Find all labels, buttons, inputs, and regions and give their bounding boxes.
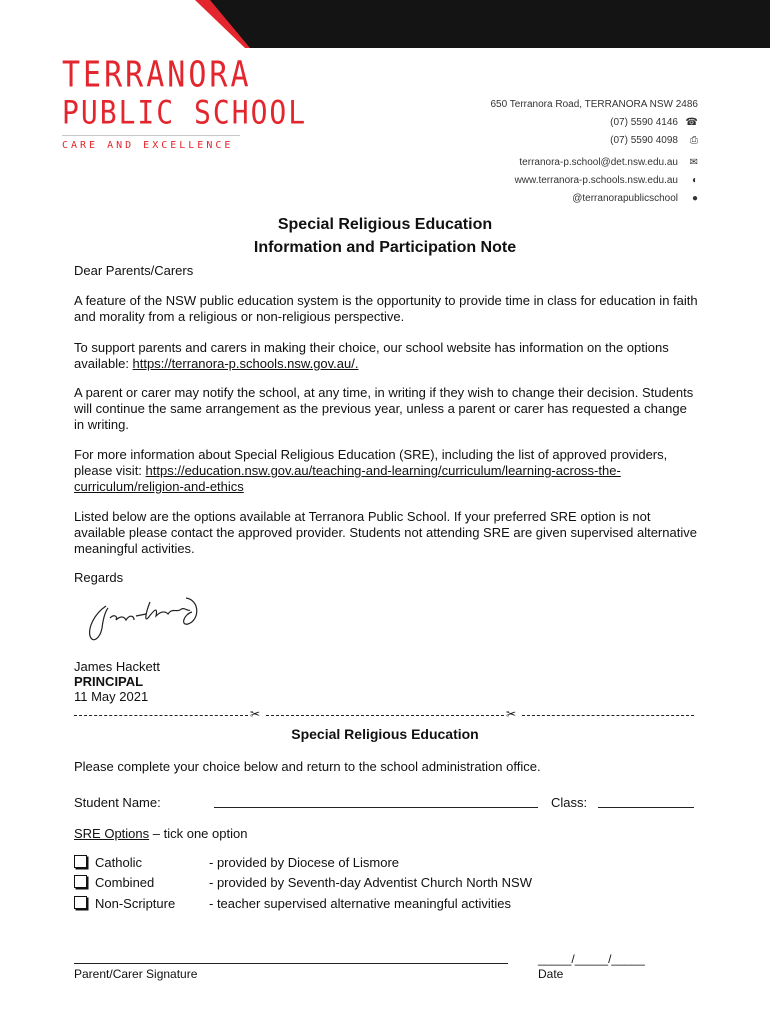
school-name-line2: PUBLIC SCHOOL <box>62 93 308 132</box>
cut-line-segment <box>522 715 694 716</box>
website-text[interactable]: www.terranora-p.schools.nsw.edu.au <box>514 175 678 186</box>
letter-date: 11 May 2021 <box>74 689 149 704</box>
closing: Regards <box>74 570 124 585</box>
contact-social <box>490 190 698 208</box>
logo-divider <box>62 135 240 136</box>
paragraph-2-text: To support parents and carers in making their choice, our school website has information on the options available: <box>74 340 669 371</box>
social-text: @terranorapublicschool <box>572 193 678 204</box>
contact-block <box>490 96 698 208</box>
signer-title: PRINCIPAL <box>74 674 144 689</box>
fax-icon: ⎙ <box>690 135 698 146</box>
sre-option-non-scripture <box>74 896 511 912</box>
paragraph-1: A feature of the NSW public education system is the opportunity to provide time in class for education in faith and morality from a religious or non-religious perspective. <box>74 293 698 324</box>
cut-line-segment <box>74 715 248 716</box>
option-name: Non-Scripture <box>95 896 176 911</box>
signer-name: James Hackett <box>74 659 160 674</box>
option-description: - provided by Seventh-day Adventist Church North NSW <box>209 875 532 890</box>
contact-website <box>490 172 698 190</box>
checkbox-combined[interactable] <box>74 875 87 888</box>
cut-line <box>74 707 694 722</box>
paragraph-4 <box>74 447 699 495</box>
paragraph-4-text: For more information about Special Religious Education (SRE), including the list of approved providers, please visit: <box>74 447 668 478</box>
scissors-icon: ✂ <box>250 707 261 721</box>
principal-signature <box>84 592 204 648</box>
class-field[interactable] <box>598 807 694 808</box>
options-heading <box>74 826 699 842</box>
sre-option-catholic <box>74 855 399 871</box>
cut-line-segment <box>266 715 504 716</box>
date-label: Date <box>538 967 564 981</box>
facebook-icon: ● <box>691 193 698 204</box>
option-description: - teacher supervised alternative meaningful activities <box>209 896 512 911</box>
school-tagline: CARE AND EXCELLENCE <box>62 140 234 151</box>
school-logo <box>62 54 308 151</box>
form-title: Special Religious Education <box>291 726 479 742</box>
student-name-label: Student Name: <box>74 795 161 810</box>
globe-icon: ◐ <box>691 175 698 186</box>
date-blank[interactable]: _____/_____/_____ <box>538 952 645 966</box>
school-website-link[interactable]: https://terranora-p.schools.nsw.gov.au/. <box>132 356 359 371</box>
form-instruction: Please complete your choice below and return to the school administration office. <box>74 759 541 774</box>
phone-text: (07) 5590 4146 <box>610 117 678 128</box>
letter-title-line1: Special Religious Education <box>277 216 493 233</box>
school-name-line1: TERRANORA <box>62 54 252 96</box>
contact-phone <box>490 114 698 132</box>
fax-text: (07) 5590 4098 <box>610 135 678 146</box>
contact-address <box>490 96 698 114</box>
contact-email <box>490 154 698 172</box>
student-name-field[interactable] <box>214 807 538 808</box>
phone-icon: ☎ <box>685 117 698 128</box>
mail-icon: ✉ <box>689 157 698 168</box>
class-label: Class: <box>551 795 588 810</box>
option-name: Combined <box>95 875 155 890</box>
contact-fax <box>490 132 698 150</box>
header-banner <box>0 0 770 48</box>
education-link[interactable]: https://education.nsw.gov.au/teaching-and-learning/curriculum/learning-across-the-curriculum/religion-and-ethics <box>74 463 621 494</box>
parent-signature-field[interactable] <box>74 963 508 964</box>
email-text[interactable]: terranora-p.school@det.nsw.edu.au <box>519 157 678 168</box>
checkbox-catholic[interactable] <box>74 855 87 868</box>
parent-signature-label: Parent/Carer Signature <box>74 967 198 981</box>
paragraph-2 <box>74 340 699 372</box>
scissors-icon: ✂ <box>506 707 517 721</box>
letter-title-line2: Information and Participation Note <box>253 239 517 256</box>
options-heading-suffix: – tick one option <box>149 826 248 841</box>
checkbox-non-scripture[interactable] <box>74 896 87 909</box>
paragraph-5: Listed below are the options available at Terranora Public School. If your preferred SRE option is not available please contact the approved provider. Students not attending SRE are given supervised alternative meaningful activities. <box>74 509 697 556</box>
option-name: Catholic <box>95 855 142 870</box>
address-text: 650 Terranora Road, TERRANORA NSW 2486 <box>490 99 698 110</box>
paragraph-3: A parent or carer may notify the school, at any time, in writing if they wish to change their decision. Students will continue the same arrangement as the previous year, unless a parent or carer has requested a change in writing. <box>74 385 694 432</box>
options-heading-label: SRE Options <box>74 826 150 841</box>
sre-option-combined <box>74 875 532 891</box>
greeting: Dear Parents/Carers <box>74 263 194 278</box>
option-description: - provided by Diocese of Lismore <box>209 855 400 870</box>
